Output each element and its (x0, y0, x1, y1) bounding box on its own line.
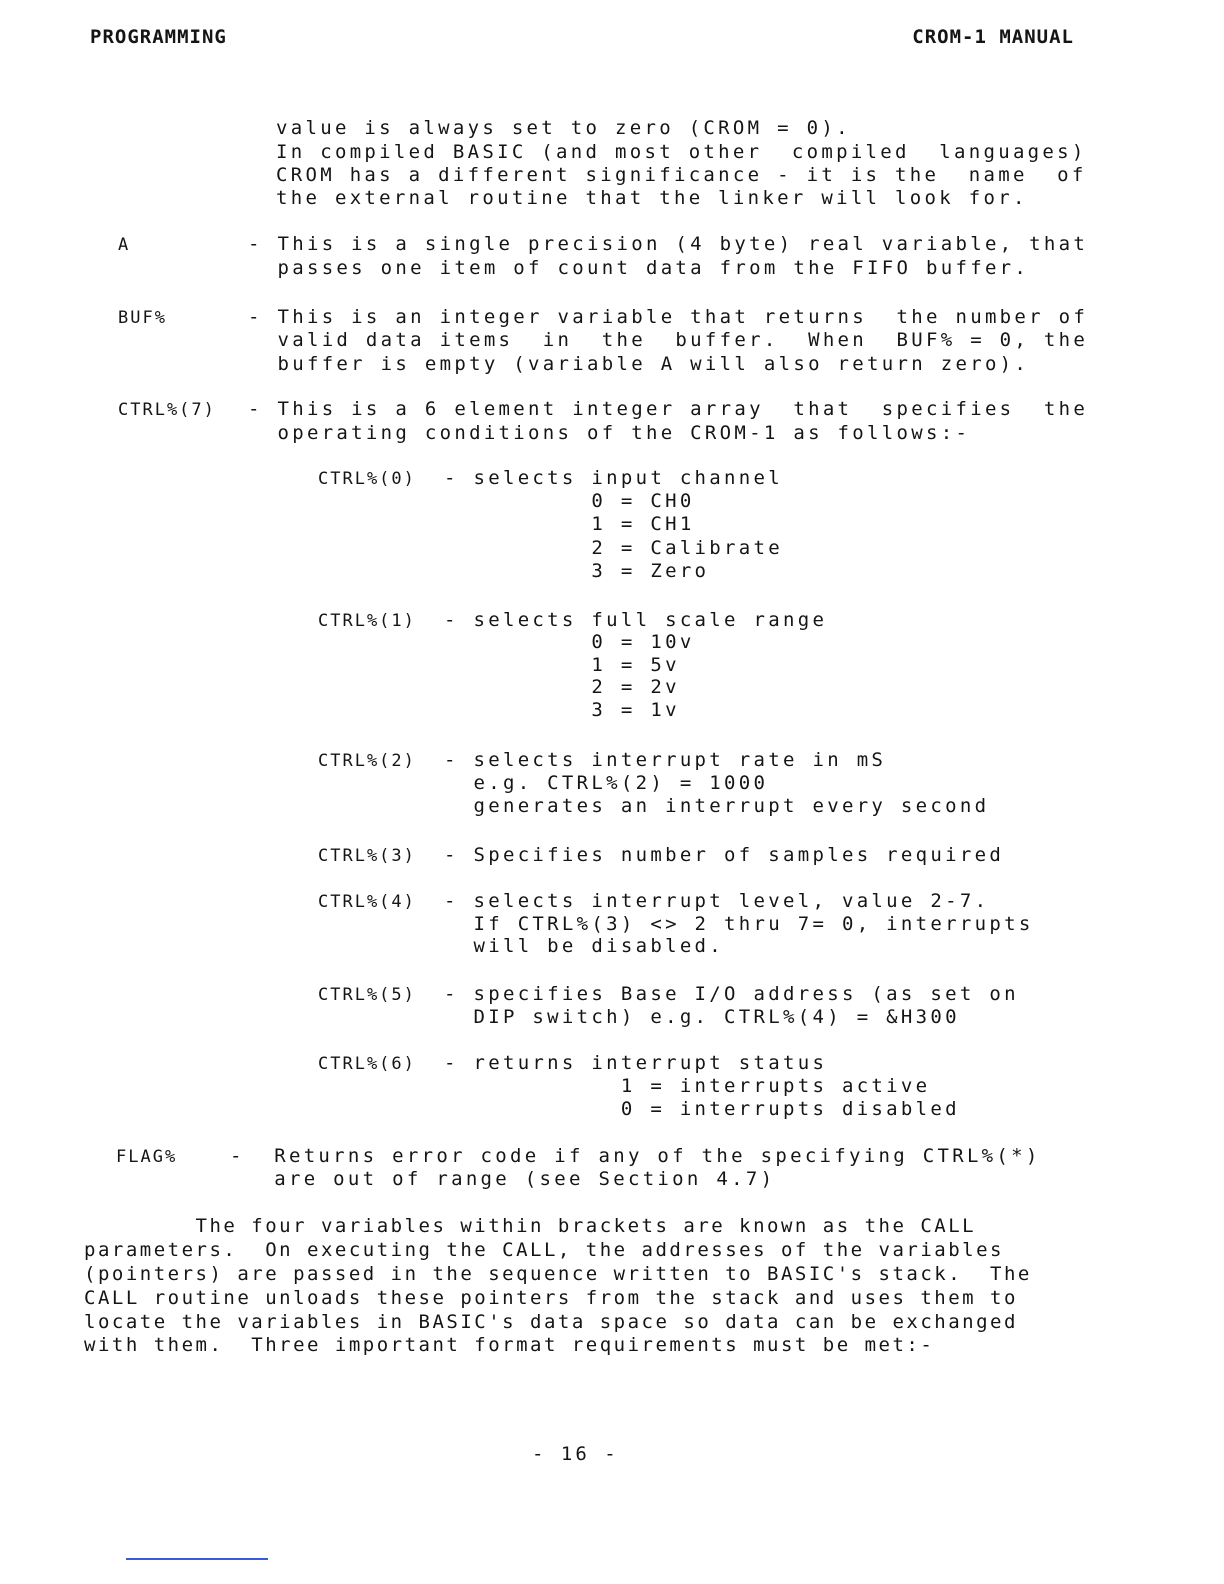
ctrl-item-name: CTRL%(5) (318, 985, 416, 1005)
ctrl-item-name: CTRL%(3) (318, 846, 416, 866)
var-desc-line: are out of range (see Section 4.7) (230, 1168, 776, 1190)
var-desc-line: valid data items in the buffer. When BUF% = 0, the (248, 329, 1089, 351)
ctrl-item-line: 3 = Zero (444, 560, 710, 582)
var-desc-line: passes one item of count data from the FIFO buffer. (248, 257, 1030, 279)
ctrl-item-line: will be disabled. (444, 935, 725, 957)
paragraph-line: locate the variables in BASIC's data space so data can be exchanged (84, 1311, 1018, 1333)
ctrl-item-line: - selects interrupt level, value 2-7. (444, 890, 990, 912)
ctrl-item-line: e.g. CTRL%(2) = 1000 (444, 772, 769, 794)
var-label: FLAG% (116, 1147, 178, 1167)
var-desc-line: - This is an integer variable that returns the number of (248, 306, 1089, 328)
paragraph-line: The four variables within brackets are known as the CALL (84, 1215, 977, 1237)
paragraph-line: with them. Three important format requirements must be met:- (84, 1334, 935, 1356)
ctrl-item-line: - specifies Base I/O address (as set on (444, 983, 1019, 1005)
paragraph-line: parameters. On executing the CALL, the addresses of the variables (84, 1239, 1004, 1261)
ctrl-item-name: CTRL%(4) (318, 892, 416, 912)
ctrl-item-name: CTRL%(0) (318, 469, 416, 489)
header-section-title: PROGRAMMING (90, 26, 227, 48)
ctrl-item-line: DIP switch) e.g. CTRL%(4) = &H300 (444, 1006, 960, 1028)
intro-line: In compiled BASIC (and most other compiled languages) (276, 141, 1087, 163)
var-desc-line: operating conditions of the CROM-1 as follows:- (248, 422, 971, 444)
ctrl-item-line: If CTRL%(3) <> 2 thru 7= 0, interrupts (444, 913, 1034, 935)
intro-line: the external routine that the linker will look for. (276, 187, 1028, 209)
paragraph-line: CALL routine unloads these pointers from the stack and uses them to (84, 1287, 1018, 1309)
paragraph-line: (pointers) are passed in the sequence written to BASIC's stack. The (84, 1263, 1032, 1285)
ctrl-item-line: - Specifies number of samples required (444, 844, 1005, 866)
ctrl-item-line: generates an interrupt every second (444, 795, 990, 817)
ctrl-item-line: 3 = 1v (444, 699, 680, 721)
ctrl-item-line: 0 = interrupts disabled (444, 1098, 960, 1120)
var-label: A (118, 235, 131, 255)
ctrl-item-name: CTRL%(2) (318, 751, 416, 771)
page-number: - 16 - (532, 1443, 619, 1465)
ctrl-item-line: 0 = CH0 (444, 490, 695, 512)
intro-line: value is always set to zero (CROM = 0). (276, 117, 851, 139)
ctrl-item-line: - selects full scale range (444, 609, 828, 631)
ctrl-item-line: 0 = 10v (444, 631, 695, 653)
header-manual-title: CROM-1 MANUAL (912, 26, 1074, 48)
var-desc-line: - This is a 6 element integer array that specifies the (248, 398, 1089, 420)
ctrl-item-line: - selects input channel (444, 467, 783, 489)
intro-line: CROM has a different significance - it is the name of (276, 164, 1087, 186)
ctrl-item-name: CTRL%(1) (318, 611, 416, 631)
var-label: BUF% (118, 308, 167, 328)
var-desc-line: buffer is empty (variable A will also return zero). (248, 353, 1030, 375)
var-desc-line: - Returns error code if any of the specifying CTRL%(*) (230, 1145, 1041, 1167)
ctrl-item-line: - returns interrupt status (444, 1052, 828, 1074)
ctrl-item-name: CTRL%(6) (318, 1054, 416, 1074)
ctrl-item-line: 1 = 5v (444, 654, 680, 676)
footer-rule (126, 1558, 268, 1560)
ctrl-item-line: 2 = Calibrate (444, 537, 783, 559)
var-label: CTRL%(7) (118, 400, 216, 420)
ctrl-item-line: 1 = interrupts active (444, 1075, 931, 1097)
ctrl-item-line: 1 = CH1 (444, 513, 695, 535)
ctrl-item-line: - selects interrupt rate in mS (444, 749, 887, 771)
ctrl-item-line: 2 = 2v (444, 676, 680, 698)
var-desc-line: - This is a single precision (4 byte) real variable, that (248, 233, 1089, 255)
